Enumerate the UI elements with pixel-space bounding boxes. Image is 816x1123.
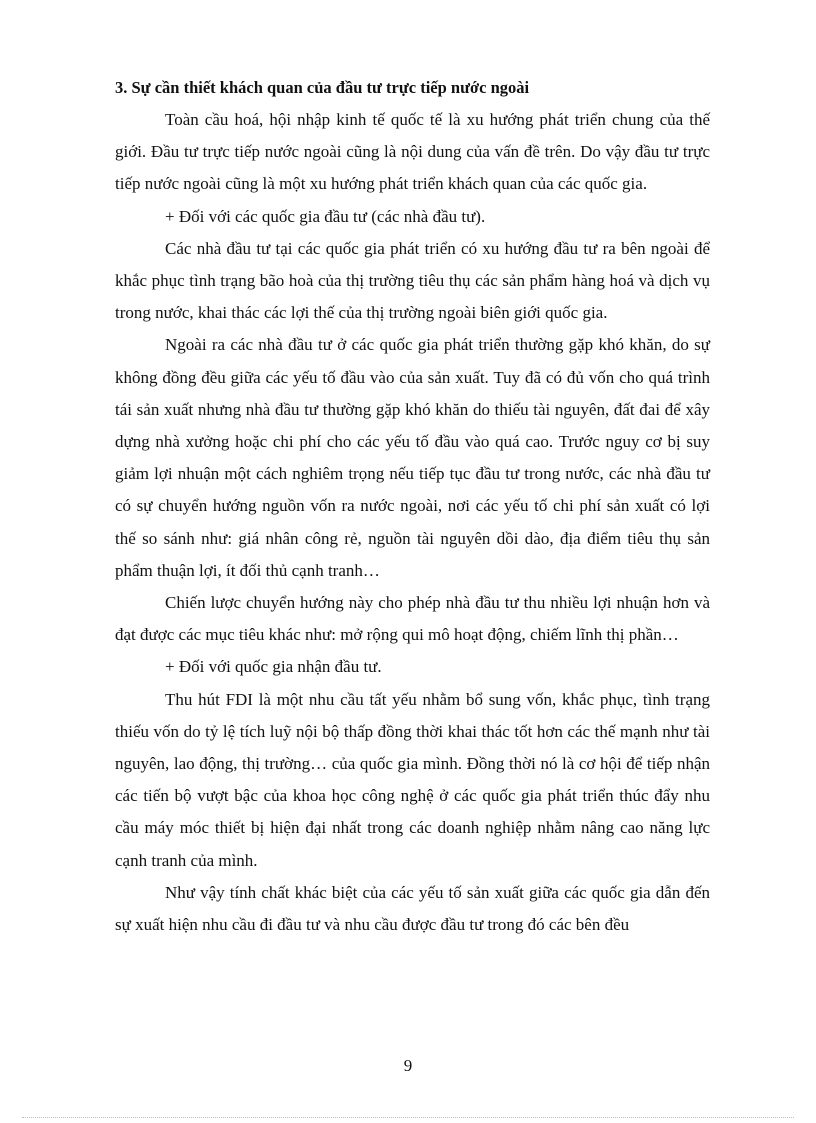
paragraph-investor-countries-subheading: + Đối với các quốc gia đầu tư (các nhà đầu tư). (165, 206, 486, 226)
paragraph-fdi-attraction: Thu hút FDI là một nhu cầu tất yếu nhằm bổ sung vốn, khắc phục, tình trạng thiếu vốn do tỷ lệ tích luỹ nội bộ thấp đồng thời khai thác tốt hơn các thế mạnh như tài nguyên, lao động, thị trường… của quốc gia mình. Đồng thời nó là cơ hội để tiếp nhận các tiến bộ vượt bậc của khoa học công nghệ ở các quốc gia phát triển thúc đẩy nhu cầu máy móc thiết bị hiện đại nhất trong các doanh nghiệp nhằm nâng cao năng lực cạnh tranh của mình. (115, 689, 710, 870)
paragraph-investors-saturation: Các nhà đầu tư tại các quốc gia phát triển có xu hướng đầu tư ra bên ngoài để khắc phục tình trạng bão hoà của thị trường tiêu thụ các sản phẩm hàng hoá và dịch vụ trong nước, khai thác các lợi thế của thị trường ngoài biên giới quốc gia. (115, 238, 710, 323)
paragraph-conclusion: Như vậy tính chất khác biệt của các yếu tố sản xuất giữa các quốc gia dẫn đến sự xuất hiện nhu cầu đi đầu tư và nhu cầu được đầu tư trong đó các bên đều (115, 882, 710, 935)
section-heading: 3. Sự cần thiết khách quan của đầu tư trực tiếp nước ngoài (115, 78, 530, 97)
paragraph-input-factors: Ngoài ra các nhà đầu tư ở các quốc gia phát triển thường gặp khó khăn, do sự không đồng đều giữa các yếu tố đầu vào của sản xuất. Tuy đã có đủ vốn cho quá trình tái sản xuất nhưng nhà đầu tư thường gặp khó khăn do thiếu tài nguyên, đất đai để xây dựng nhà xưởng hoặc chi phí cho các yếu tố đầu vào quá cao. Trước nguy cơ bị suy giảm lợi nhuận một cách nghiêm trọng nếu tiếp tục đầu tư trong nước, các nhà đầu tư có sự chuyển hướng nguồn vốn ra nước ngoài, nơi các yếu tố chi phí sản xuất có lợi thế so sánh như: giá nhân công rẻ, nguồn tài nguyên dồi dào, địa điểm tiêu thụ sản phẩm thuận lợi, ít đối thủ cạnh tranh… (115, 335, 710, 580)
paragraph-strategy: Chiến lược chuyển hướng này cho phép nhà đầu tư thu nhiều lợi nhuận hơn và đạt được các mục tiêu khác như: mở rộng qui mô hoạt động, chiếm lĩnh thị phần… (115, 593, 710, 645)
document-page (115, 72, 710, 941)
paragraph-globalization: Toàn cầu hoá, hội nhập kinh tế quốc tế là xu hướng phát triển chung của thế giới. Đầu tư trực tiếp nước ngoài cũng là nội dung của vấn đề trên. Do vậy đầu tư trực tiếp nước ngoài cũng là một xu hướng phát triển khách quan của các quốc gia. (115, 110, 710, 194)
paragraph-recipient-countries-subheading: + Đối với quốc gia nhận đầu tư. (165, 657, 382, 677)
page-divider (22, 1117, 794, 1118)
page-number: 9 (403, 1056, 413, 1075)
